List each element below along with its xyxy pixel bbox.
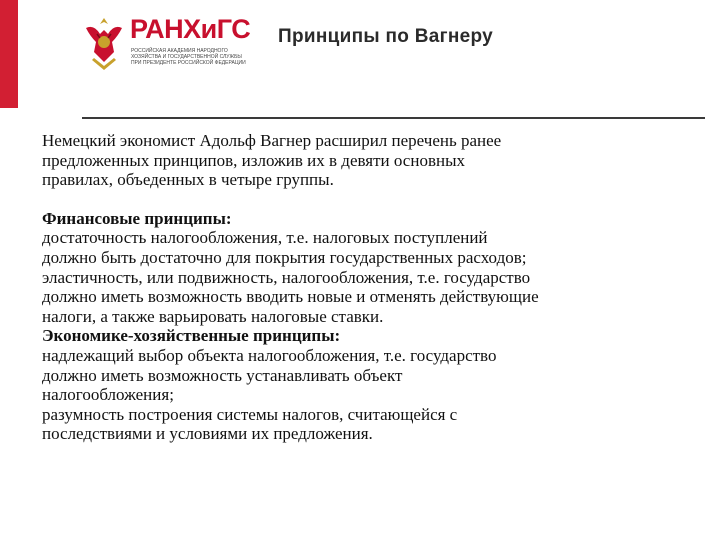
text-line: налоги, а также варьировать налоговые ставки. [42,306,384,326]
intro-line: Немецкий экономист Адольф Вагнер расширил перечень ранее [42,131,502,150]
text-line: должно быть достаточно для покрытия государственных расходов; [42,247,527,267]
text-line: должно иметь возможность устанавливать объект [42,365,403,385]
intro-line: правилах, объеденных в четыре группы. [42,170,334,190]
eagle-emblem-icon [82,12,126,74]
text-line: последствиями и условиями их предложения. [42,424,373,444]
ranepa-logo [82,12,252,76]
section-heading-economic: Экономике-хозяйственные принципы: [42,326,341,346]
text-line: надлежащий выбор объекта налогообложения, т.е. государство [42,345,497,365]
intro-line: предложенных принципов, изложив их в девяти основных [42,150,465,170]
section-heading-financial: Финансовые принципы: [42,208,232,228]
logo-wordmark: РАНХиГС [130,14,251,44]
header-divider [82,117,705,119]
intro-paragraph [42,131,702,190]
text-line: налогообложения; [42,385,174,405]
text-line: должно иметь возможность вводить новые и отменять действующие [42,287,539,307]
section-text-economic [42,346,702,444]
slide-title: Принципы по Вагнеру [278,26,493,47]
logo-subtitle: РОССИЙСКАЯ АКАДЕМИЯ НАРОДНОГО ХОЗЯЙСТВА И ГОСУДАРСТВЕННОЙ СЛУЖБЫ ПРИ ПРЕЗИДЕНТЕ РОССИЙСКОЙ ФЕДЕРАЦИИ [131,48,246,66]
section-text-financial [42,228,702,326]
accent-bar [0,0,18,108]
text-line: разумность построения системы налогов, считающейся с [42,404,458,424]
text-line: эластичность, или подвижность, налогообложения, т.е. государство [42,267,531,287]
slide-content [42,131,702,444]
text-line: достаточность налогообложения, т.е. налоговых поступлений [42,228,488,248]
